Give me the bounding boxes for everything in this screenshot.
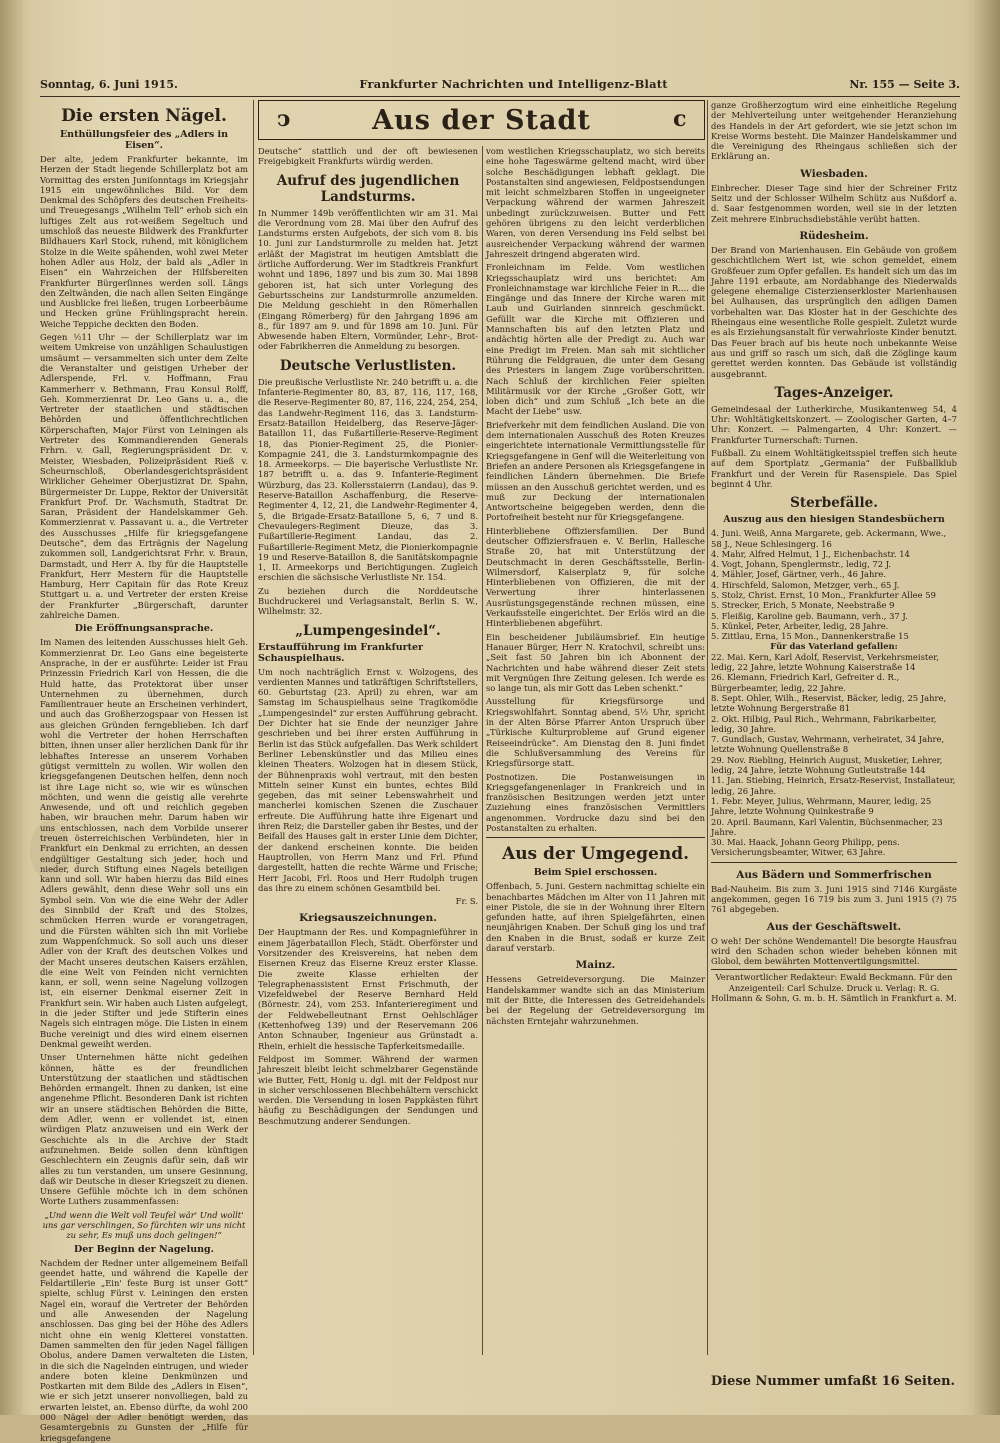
column-1 [40, 100, 248, 1443]
section-masthead [258, 100, 705, 140]
paragraph: Der alte, jedem Frankfurter bekannte, im Herzen der Stadt liegende Schillerplatz bot am Vormittag des ersten Juniſonntags im Kriegsjahr 1915 ein ungewöhnliches Bild. Vor dem Denkmal des Schöpfers des deutschen Freiheits- und Treuegesangs „Wilhelm Tell“ erhob sich ein luftiges Zelt aus rot-weißem Segeltuch und umschloß das neueste Bildwerk des Frankfurter Bildhauers Karl Stock, ruhend, mit königlichem Stolze in die Weite spähenden, wohl zwei Meter hohen Adler aus Holz, der bald als „Adler in Eisen“ ein Wahrzeichen der Hilfsbereiten Frankfurter Bürgerſinnes werden soll. Längs den Zeltwänden, die nach allen Seiten Eingänge und Ausblicke frei ließen, trugen Lorbeerbäume und Hecken grüne Frühlingspracht herein. Weiche Teppiche deckten den Boden. [40, 154, 248, 329]
death-notice: 22. Mai. Kern, Karl Adolf, Reservist, Verkehrsmeister, ledig, 22 Jahre, letzte Wohnung Kaiserstraße 14 [711, 651, 939, 673]
paragraph: Gegen ½11 Uhr — der Schillerplatz war im weitem Umkreise von unzähligen Schaulustigen umsäumt — versammelten sich unter dem Zelte die Veranstalter und geistigen Urheber der Adlerspende, Frl. v. Hoffmann, Frau Kammerherr v. Bethmann, Frau Konsul Rolff, Geh. Kommerzienrat Dr. Leo Gans u. a., die Vertreter der staatlichen und städtischen Behörden und öffentlichrechtlichen Körperschaften, Major Fürst von Leiningen als Vertreter des Kommandierenden Generals Frhrn. v. Gall, Regierungspräsident Dr. v. Meister, Wiesbaden, Polizeipräsident Rieß v. Scheurnschloß, Oberlandesgerichtspräsident Wirklicher Geheimer Oberjustizrat Dr. Spahn, Bürgermeister Dr. Luppe, Rektor der Universität Frankfurt Prof. Dr. Wachsmuth, Stadtrat Dr. Saran, Präsident der Handelskammer Geh. Kommerzienrat v. Passavant u. a., die Vertreter des Ausschusses „Hilfe für kriegsgefangene Deutsche“, dem das Erträgnis der Nagelung zukommen soll, Landgerichtsrat Frhr. v. Braun, Darmstadt, und Herr A. Iby für die Hauptstelle Frankfurt, Herr Mestern für die Hauptstelle Hamburg, Herr Capitain für das Rote Kreuz Stuttgart u. a. und Vertreter der ersten Kreise der Frankfurter „Bürgerschaft, darunter zahlreiche Damen. [40, 332, 248, 621]
section-heading: Aus der Umgegend. [502, 844, 689, 865]
header-page-number: Nr. 155 — Seite 3. [849, 77, 960, 91]
paragraph: Bad-Nauheim. Bis zum 3. Juni 1915 sind 7146 Kurgäste angekommen, gegen 16 719 bis zum 3. Juni 1915 (?) 75 761 abgegeben. [711, 883, 957, 915]
section-subheading: Die Eröffnungsansprache. [74, 623, 214, 635]
column-4 [711, 100, 957, 1370]
death-notices-list [711, 528, 957, 858]
article-heading: Die ersten Nägel. [61, 106, 227, 126]
section-heading: Aus Bädern und Sommerfrischen [736, 868, 932, 881]
paragraph: Briefverkehr mit dem feindlichen Ausland. Die von dem internationalen Ausschuß des Roten Kreuzes eingerichtete internationale Vermittlungsstelle für Kriegsgefangene in Genf will die Weiterleitung von Briefen an andere Personen als Kriegsgefangene in feindlichen Ländern übernehmen. Die Briefe müssen an den Ausschuß gerichtet werden, und es muß zur Deckung der internationalen Antwortscheine beigegeben werden, denn die Portofreiheit besteht nur für Kriegsgefangene. [486, 419, 705, 523]
death-notice: 5. Fleißig, Karoline geb. Baumann, verh., 37 J. [711, 610, 908, 621]
death-notice: 7. Gundlach, Gustav, Wehrmann, verheiratet, 34 Jahre, letzte Wohnung Quellenstraße 8 [711, 734, 945, 755]
column-3 [486, 146, 705, 1406]
section-title: Aus der Stadt [372, 105, 591, 136]
article-subheading: Beim Spiel erschossen. [533, 867, 658, 879]
paragraph: Um noch nachträglich Ernst v. Wolzogens, des verdienten Mannes und tatkräftigen Schriftstellers, 60. Geburtstag (23. April) zu ehren, war am Samstag im Schauspielhaus seine Tragikomödie „Lumpengesindel“ zur ersten Aufführung gebracht. Der Dichter hat sie Ende der neunziger Jahre geschrieben und bei ihrer ersten Aufführung in Berlin ist das Stück aufgefallen. Das Werk schildert Berliner Lebenskünstler und das Milieu eines kleinen Theaters. Wolzogen hat in diesem Stück, der Bühnenpraxis wohl vertraut, mit den besten Mitteln seiner Kunst ein buntes, echtes Bild gegeben, das mit seiner Lebenswahrheit und mancherlei komischen Szenen die Zuschauer erfreute. Die Aufführung hatte ihre Eigenart und ihren Reiz; die Darsteller gaben ihr Bestes, und der Beifall des Hauses galt in erster Linie dem Dichter, der dankend erscheinen konnte. Die beiden Hauptrollen, von Herrn Manz und Frl. Pfund dargestellt, hatten die rechte Wärme und Frische; Herr Jacobi, Frl. Roos und Herr Rudolph trugen das ihre zu einem schönen Gesamtbild bei. [258, 666, 478, 893]
death-notice: 2. Okt. Hilbig, Paul Rich., Wehrmann, Fabrikarbeiter, ledig, 30 Jahre. [711, 713, 937, 734]
paragraph: In Nummer 149b veröffentlichten wir am 31. Mai die Verordnung vom 28. Mai über den Aufruf des Landsturms ersten Aufgebots, der sich vom 8. bis 10. Juni zur Landsturmrolle zu melden hat. Jetzt erläßt der Magistrat im heutigen Amtsblatt die örtliche Aufforderung. Wer im Stadtkreis Frankfurt wohnt und 1896, 1897 und bis zum 30. Mai 1898 geboren ist, hat sich unter Vorlegung des Geburtsscheins zur Landsturmrolle anzumelden. Die Meldung geschieht in den Römerhallen (Eingang Römerberg) für den Jahrgang 1896 am 8., für 1897 am 9. und für 1898 am 10. Juni. Für Abwesende haben Eltern, Vormünder, Lehr-, Brot- oder Fabrikherren die Anmeldung zu besorgen. [258, 207, 478, 352]
article-subheading: Erstaufführung im Frankfurter Schauspielhaus. [258, 641, 424, 664]
article-heading: „Lumpengesindel“. [295, 622, 441, 639]
header-date: Sonntag, 6. Juni 1915. [40, 77, 178, 91]
header-paper-name: Frankfurter Nachrichten und Intelligenz-Blatt [359, 77, 668, 91]
ornament-icon: ↄ [672, 106, 686, 132]
author-signature: Fr. S. [455, 896, 478, 907]
paragraph: Zu beziehen durch die Norddeutsche Buchdruckerei und Verlagsanstalt, Berlin S. W., Wilhelmstr. 32. [258, 585, 478, 617]
death-notice: 4. Mahr, Alfred Helmut, 1 J., Eichenbachstr. 14 [711, 548, 910, 559]
article-heading: Mainz. [575, 959, 616, 972]
paragraph: Einbrecher. Dieser Tage sind hier der Schreiner Fritz Seitz und der Schlosser Wilhelm Schütz aus Nußdorf a. d. Saar festgenommen worden, weil sie in der letzten Zeit mehrere Einbruchsdiebstähle verübt hatten. [711, 182, 957, 224]
paragraph: Die preußische Verlustliste Nr. 240 betrifft u. a. die Infanterie-Regimenter 80, 83, 87, 116, 117, 168, die Reserve-Regimenter 80, 87, 116, 224, 254, 254, das Landwehr-Regiment 116, das 3. Landsturm-Ersatz-Bataillon Heidelberg, das Reserve-Jäger-Bataillon 11, das Fußartillerie-Reserve-Regiment 18, das Pionier-Regiment 25, die Pionier-Kompagnie 241, die 3. Landsturmkompagnie des 18. Armeekorps. — Die bayerische Verlustliste Nr. 187 betrifft u. a. das 9. Infanterie-Regiment Würzburg, das 23. Kollersstaierrn (Landau), das 9. Reserve-Bataillon Aschaffenburg, die Reserve-Regimenter 4, 12, 21, die Landwehr-Regimenter 4, 5, die Brigade-Ersatz-Bataillone 5, 6, 7 und 8. Chevaulegers-Regiment Dieuze, das 3. Fußartillerie-Regiment Landau, das 2. Fußartillerie-Regiment Metz, die Pionierkompagnie 19 und Reserve-Bataillon 8, die Sanitätskompagnie 1, II. Armeekorps und Berichtigungen. Zugleich erschien die sächsische Verlustliste Nr. 154. [258, 376, 478, 583]
paragraph: Postnotizen. Die Postanweisungen in Kriegsgefangenenlager in Frankreich und in französischen Besitzungen werden jetzt unter Zuziehung eines französischen Vermittlers angenommen. Vordrucke dazu sind bei den Postanstalten zu erhalten. [486, 771, 705, 833]
death-notice: Für das Vaterland gefallen: [770, 641, 898, 652]
paragraph: Fronleichnam im Felde. Vom westlichen Kriegsschauplatz wird uns berichtet: Am Fronleichnamstage war kirchliche Feier in R.... die Eingänge und das Innere der Kirche waren mit Laub und Guirlanden sinnreich geschmückt. Gefüllt war die Kirche mit Offizieren und Mannschaften bis auf den letzten Platz und andächtig hörten alle der Predigt zu. Auch war eine Predigt im Freien. Man sah mit sichtlicher Rührung die Feldgrauen, die unter dem Gesang des Priesters in langem Zuge vorüberschritten. Nach Schluß der kirchlichen Feier spielten Militärmusik vor der Kirche „Großer Gott, wir loben dich“ und zum Schluß „Ich bete an die Macht der Liebe“ usw. [486, 262, 705, 417]
paragraph: Unser Unternehmen hätte nicht gedeihen können, hätte es der freundlichen Unterstützung der staatlichen und städtischen Behörden ermangelt. Ihnen zu danken, ist eine angenehme Pflicht. Besonderen Dank ist richten wir an unsere städtischen Behörden die Bitte, dem Adler, wenn er vollendet ist, einen würdigen Platz anzuweisen und ein Werk der Geschichte als in die Archive der Stadt aufzunehmen. Beide sollen denn künftigen Geschlechtern ein Zeugnis dafür sein, daß wir alles zu tun verstanden, um unsere Gesinnung, daß wir Deutsche in dieser Kriegszeit zu dienen. Unsere Gefühle möchte ich in dem schönen Worte Luthers zusammenfassen: [40, 1052, 248, 1207]
paragraph: Der Brand von Marienhausen. Ein Gebäude von großem geschichtlichem Wert ist, wie schon gemeldet, einem Großfeuer zum Opfer gefallen. Es handelt sich um das im Jahre 1191 erbaute, am Nordabhange des Niederwalds gelegene ehemalige Cisterzienserkloster Marienhausen bei Aulhausen, das ursprünglich den adligen Damen vorbehalten war. Das Kloster hat in der Geschichte des Rheingaus eine wesentliche Rolle gespielt. Zuletzt wurde es als Erziehungsanstalt für verwahrloste Kinder benutzt. Das Feuer brach auf bis heute noch unbekannte Weise aus und griff so rasch um sich, daß die Zöglinge kaum gerettet werden konnten. Das Gebäude ist vollständig ausgebrannt. [711, 244, 957, 379]
paragraph: Nachdem der Redner unter allgemeinem Beifall geendet hatte, und während die Kapelle der Feldartillerie „Ein' feste Burg ist unser Gott“ spielte, schlug Fürst v. Leiningen den ersten Nagel ein, worauf die Vertreter der Behörden und alle Anwesenden der Nagelung anschlossen. Das ging bei der Höhe des Adlers nicht ohne ein wenig Kletterei vonstatten. Damen sammelten den für jeden Nagel fälligen Obolus, andere Damen verwalteten die Listen, in die sich die Nagelnden eintrugen, und wieder andere boten kleine Denkmünzen und Postkarten mit dem Bilde des „Adlers in Eisen“, wie er sich jetzt unserer nonvolliegen, bald zu erwarten leistet, an. Ebenso dürfte, da wohl 200 000 Nägel der Adler benötigt werden, das Gesamtergebnis zu Gunsten der „Hilfe für kriegsgefangene [40, 1257, 248, 1443]
imprint: Verantwortlicher Redakteur: Ewald Beckmann. Für den Anzeigenteil: Carl Schulze. Druck u. Verlag: R. G. Hollmann & Sohn, G. m. b. H. Sämtlich in Frankfurt a. M. [711, 969, 957, 1003]
death-notice: 8. Sept. Ohler, Wilh., Reservist, Bäcker, ledig, 25 Jahre, letzte Wohnung Bergerstraße 81 [711, 692, 947, 714]
death-notice: 29. Nov. Riebling, Heinrich August, Musketier, Lehrer, ledig, 24 Jahre, letzte Wohnung Gutleutstraße 144 [711, 754, 943, 776]
column-2 [258, 146, 478, 1406]
article-heading: Aufruf des jugendlichen Landsturms. [276, 172, 460, 205]
death-notice: 1. Febr. Meyer, Julius, Wehrmann, Maurer, ledig, 25 Jahre, letzte Wohnung Quinkestraße 9 [711, 795, 932, 817]
death-notice: 20. April. Baumann, Karl Valentin, Büchsenmacher, 23 Jahre. [711, 816, 943, 837]
article-subheading: Enthüllungsfeier des „Adlers in Eisen“. [59, 129, 229, 151]
header-rule [40, 96, 960, 97]
paragraph: Ausstellung für Kriegsfürsorge und Kriegswohlfahrt. Sonntag abend, 5½ Uhr, spricht in der Alten Börse Pfarrer Anton Urspruch über „Türkische Kulturprobleme auf Grund eigener Reiseeindrücke“. Am Dienstag den 8. Juni findet die Schlußversammlung des Vereins für Kriegsfürsorge statt. [486, 696, 705, 769]
column-rule [707, 100, 708, 1355]
paragraph: Hinterbliebene Offiziersfamilien. Der Bund deutscher Offiziersfrauen e. V. Berlin, Hallesche Straße 20, hat mit Unterstützung der Deutschmacht in deren Geschäftsstelle, Berlin-Wilmersdorf, Kaiserplatz 9, für solche Hinterbliebenen von Offizieren, die mit der Verwertung ihrer hinterlassenen Ausrüstungsgegenstände rechnen müssen, eine Verkaufsstelle eingerichtet. Der Erlös wird an die Hinterbliebenen abgeführt. [486, 525, 705, 629]
paragraph: Feldpost im Sommer. Während der warmen Jahreszeit bleibt leicht schmelzbarer Gegenstände wie Butter, Fett, Honig u. dgl. mit der Feldpost nur in sicher verschlossenen Blechbehältern verschickt werden. Die Versendung in losen Pappkästen führt häufig zu Beschädigungen der Sendungen und Beschmutzung anderer Sendungen. [258, 1053, 478, 1126]
death-notice: 4. Mähler, Josef, Gärtner, verh., 46 Jahre. [711, 569, 887, 580]
section-heading: Sterbefälle. [790, 495, 878, 512]
paragraph: Deutsche“ stattlich und der oft bewiesenen Freigebigkeit Frankfurts würdig werden. [258, 146, 478, 167]
page-header [40, 74, 960, 94]
section-heading: Tages-Anzeiger. [774, 384, 894, 401]
paragraph: Gemeindesaal der Lutherkirche, Musikantenweg 54, 4 Uhr: Wohltätigkeitskonzert. — Zoologischer Garten, 4–7 Uhr: Konzert. — Palmengarten, 4 Uhr: Konzert. — Frankfurter Turnerschaft: Turnen. [711, 403, 957, 445]
article-heading: Kriegsauszeichnungen. [299, 912, 437, 925]
ornament-icon: ↄ [277, 106, 291, 132]
article-heading: Deutsche Verlustlisten. [279, 357, 457, 374]
place-heading: Wiesbaden. [800, 167, 868, 180]
section-rule [486, 837, 705, 838]
section-heading: Aus der Geschäftswelt. [766, 920, 902, 933]
death-notice: 4. Hirschfeld, Salomon, Metzger, verh., 65 J. [711, 579, 900, 590]
column-rule [253, 100, 254, 1355]
paragraph: Fußball. Zu einem Wohltätigkeitsspiel treffen sich heute auf dem Sportplatz „Germania“ der Fußballklub Frankfurt und der Verein für Rasenspiele. Das Spiel beginnt 4 Uhr. [711, 448, 957, 489]
paragraph: O weh! Der schöne Wendemantel! Die besorgte Hausfrau wird den Schaden schon wieder beheben können mit Globol, dem bewährten Mottenvertilgungsmittel. [711, 935, 957, 967]
section-subheading: Der Beginn der Nagelung. [74, 1243, 214, 1255]
paragraph: ganze Großherzogtum wird eine einheitliche Regelung der Mehlverteilung unter weitgehender Heranziehung des Handels in der Art gefordert, wie sie jetzt schon im Kreise Worms besteht. Die Mainzer Handelskammer und die Vereinigung des Rheingaus schließen sich der Erklärung an. [711, 100, 957, 162]
section-subheading: Auszug aus den hiesigen Standesbüchern [723, 514, 945, 526]
paragraph: Offenbach, 5. Juni. Gestern nachmittag schielte ein benachbartes Mädchen im Alter von 11 Jahren mit einer Pistole, die sie in der Wohnung ihrer Eltern gefunden hatte, auf ihren Spielgefährten, einen neunjährigen Knaben. Der Schuß ging los und traf den Knaben in die Brust, sodaß er kurze Zeit darauf verstarb. [486, 881, 705, 954]
paragraph: vom westlichen Kriegsschauplatz, wo sich bereits eine hohe Tageswärme geltend macht, wird über solche Beschädigungen lebhaft geklagt. Die Postanstalten sind angewiesen, Feldpostsendungen mit leicht schmelzbaren Stoffen in ungeeigneter Verpackung während der warmen Jahreszeit unbedingt zurückzuweisen. Butter und Fett gehören übrigens zu den leicht verderblichen Waren, von deren Versendung ins Feld selbst bei ausreichender Verpackung während der warmen Jahreszeit dringend abgeraten wird. [486, 146, 705, 259]
place-heading: Rüdesheim. [799, 229, 869, 242]
section-rule [711, 862, 957, 863]
paragraph: Der Hauptmann der Res. und Kompagnieführer in einem Jägerbataillon Flech, Städt. Oberförster und Vorsitzender des Kreisvereins, hat neben dem Eisernen Kreuz das Eiserne Kreuz erster Klasse. Die zweite Klasse erhielten der Telegraphenassistent Ernst Frischmuth, der Vizefeldwebel der Reserve Bernhard Held (Börnestr. 24), vom 253. Infanterieregiment und der Feldwebelleutnant Ernst Oehlschläger (Kettenhofweg 139) und der Reservemann 206 Anton Schnauber, Ingenieur aus Grünstadt a. Rhein, erhielt die hessische Tapferkeitsmedaille. [258, 927, 478, 1051]
poem-quote: „Und wenn die Welt voll Teufel wär' Und wollt' uns gar verschlingen, So fürchten wir uns nicht zu sehr, Es muß uns doch gelingen!“ [42, 1209, 246, 1241]
death-notice: 11. Jan. Stiebing, Heinrich, Ersatz-Reservist, Installateur, ledig, 26 Jahre. [711, 775, 956, 796]
death-notice: 5. Strecker, Erich, 5 Monate, Neebstraße 9 [711, 600, 895, 611]
death-notice: 5. Zittlau, Erna, 15 Mon., Dannenkerstraße 15 [711, 631, 909, 642]
column-rule [482, 146, 483, 1355]
death-notice: 5. Künkel, Peter, Arbeiter, ledig, 28 Jahre. [711, 620, 889, 631]
paragraph: Ein bescheidener Jubiläumsbrief. Ein heutige Hanauer Bürger, Herr N. Kratochvil, schreibt uns: „Seit fast 50 Jahren bin ich Abonnent der Nachrichten und habe während dieser Zeit stets mit Vergnügen Ihre Zeitung gelesen. Ich werde es so lange tun, als mir Gott das Leben schenkt.“ [486, 631, 705, 694]
page-spine [0, 0, 22, 1415]
death-notice: 30. Mai. Haack, Johann Georg Philipp, pens. Versicherungsbeamter, Witwer, 63 Jahre. [711, 837, 900, 858]
page-footer-note: Diese Nummer umfaßt 16 Seiten. [710, 1374, 956, 1389]
death-notice: 5. Stolz, Christ. Ernst, 10 Mon., Frankfurter Allee 59 [711, 589, 936, 600]
paragraph: Hessens Getreideversorgung. Die Mainzer Handelskammer wandte sich an das Ministerium mit der Bitte, die Interessen des Getreidehandels bei der Regelung der Getreideversorgung im nächsten Erntejahr wahrzunehmen. [486, 974, 705, 1026]
death-notice: 26. Klemann, Friedrich Karl, Gefreiter d. R., Bürgerbeamter, ledig, 22 Jahre. [711, 672, 900, 693]
page-edge [974, 0, 1000, 1415]
death-notice: 4. Vogt, Johann, Spenglermstr., ledig, 72 J. [711, 559, 892, 570]
paragraph: Im Namen des leitenden Ausschusses hielt Geh. Kommerzienrat Dr. Leo Gans eine begeisterte Ansprache, in der er ausführte: Leider ist Frau Prinzessin Friedrich Karl von Hessen, die die Huld hatte, das Protektorat über unser Unternehmen zu übernehmen, durch Familientrauer heute an Erscheinen verhindert, und auch das Großherzogspaar von Hessen ist aus gleichen Gründen ferngeblieben. Ich darf wohl die Vertreter der hohen Herrschaften bitten, ihnen unser aller herzlichen Dank für ihr lebhaftes Interesse an unserem Vorhaben gütigst vermitteln zu wollen. Wir wollen den kriegsgefangenen Deutschen helfen, denn noch ist ihre Lage nicht so, wie wir es wünschen möchten, und wenn die geistig alle verehrte Anwesende, und oft und reichlich gegeben haben, wir brauchen mehr. Darum haben wir uns entschlossen, nach dem Vorbilde unserer treuen österreichischen Verbündeten, hier in Frankfurt ein Denkmal zu errichten, an dessen endgültiger Gestaltung sich jeder, hoch und nieder, durch Stiftung eines Nagels beteiligen kann und soll. Wir haben hierzu das Bild eines Adlers gewählt, denn diese Wehr soll uns ein Symbol sein. Von wie die eine Wehr der Adler des Sinnbild der Kraft und des Stolzes, schmücken Herren wurde er vorangetragen, und die Fürsten wählten sich ihn mit Vorliebe zum Wappenſchmuck. So soll auch uns dieser Adler von der Kraft des deutschen Volkes und der Macht unseres deutschen Kaisers erzählen, die eine Welt von Feinden nicht vernichten kann, er soll, wenn seine Nagelung vollzogen ist, ein eiserner Denkmal eiserner Zeit in Frankfurt sein. Wir haben auch Listen aufgelegt, in die jeder Stifter und jede Stifterin eines Nagels sich eintragen möge. Die Listen in einem Buche vereinigt und dies wird einem eisernen Denkmal geweiht werden. [40, 637, 248, 1049]
death-notice: 4. Juni. Weiß, Anna Margarete, geb. Ackermann, Wwe., 58 J., Neue Schlesingerg. 16 [711, 528, 947, 549]
